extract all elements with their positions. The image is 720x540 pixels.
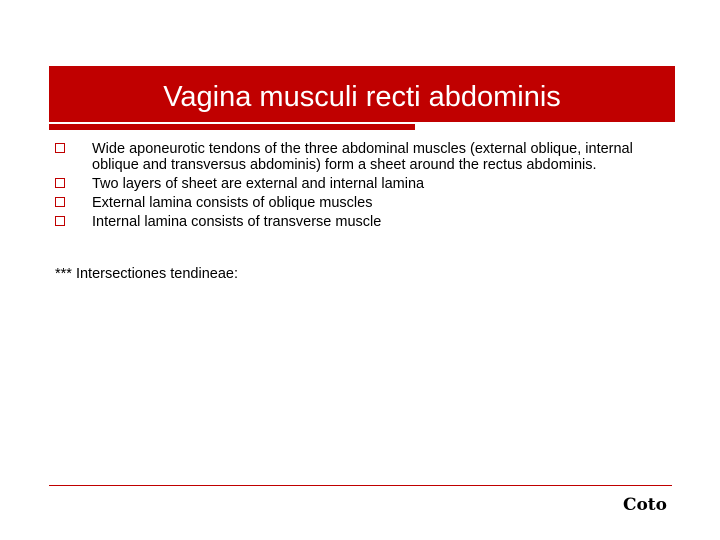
slide-title: Vagina musculi recti abdominis	[163, 81, 561, 113]
bullet-text: Internal lamina consists of transverse muscle	[92, 214, 382, 230]
title-underline	[49, 124, 415, 130]
list-item	[55, 214, 675, 230]
footer-divider	[49, 485, 672, 486]
title-bar	[49, 66, 675, 122]
note-text: *** Intersectiones tendineae:	[55, 266, 238, 282]
hollow-square-bullet-icon	[55, 178, 65, 188]
bullet-text: Wide aponeurotic tendons of the three abdominal muscles (external oblique, internal oblique and transversus abdominis) form a sheet around the rectus abdominis.	[92, 141, 633, 173]
bullet-list	[55, 141, 675, 233]
bullet-text: External lamina consists of oblique muscles	[92, 195, 373, 211]
list-item	[55, 195, 675, 211]
list-item	[55, 176, 675, 192]
bullet-text: Two layers of sheet are external and internal lamina	[92, 176, 425, 192]
list-item	[55, 141, 675, 173]
hollow-square-bullet-icon	[55, 216, 65, 226]
hollow-square-bullet-icon	[55, 197, 65, 207]
hollow-square-bullet-icon	[55, 143, 65, 153]
footer-logo: Coto	[622, 495, 667, 515]
